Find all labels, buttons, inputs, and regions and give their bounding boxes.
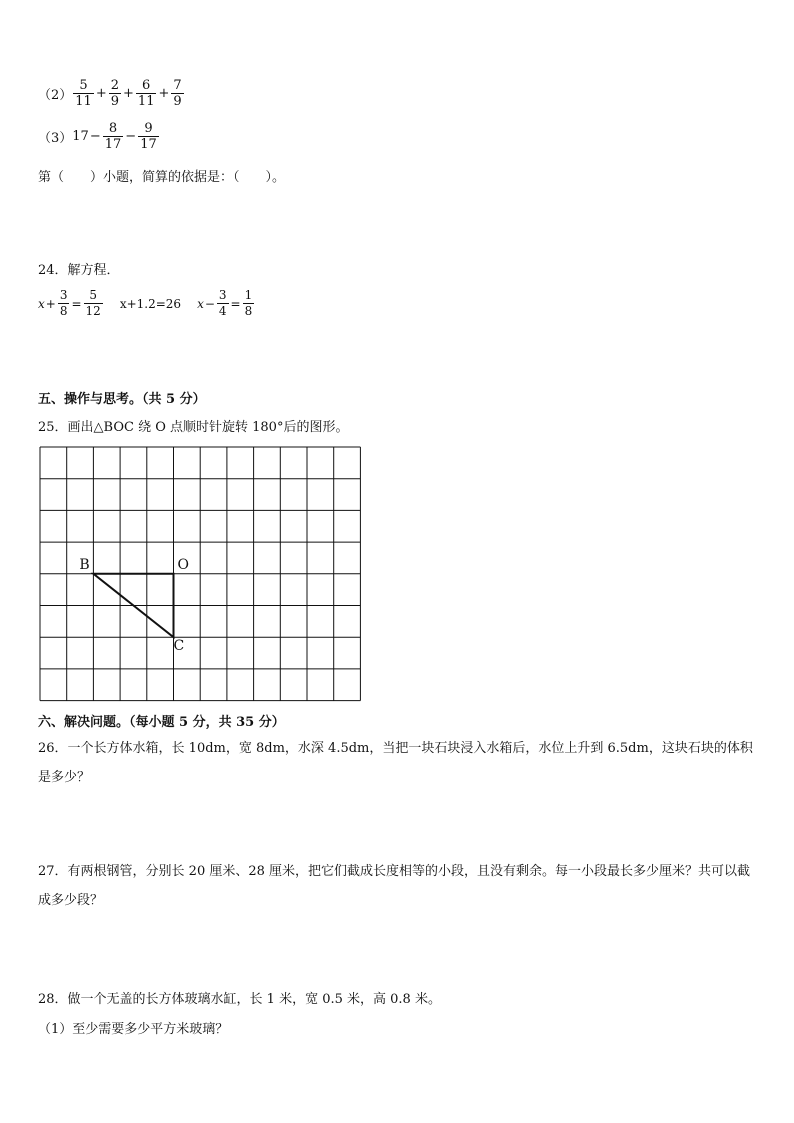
q23-part3-label: （3）	[38, 131, 73, 146]
fraction: $\frac{5}{11}$	[75, 78, 92, 109]
fraction: $\frac{9}{17}$	[140, 121, 157, 152]
q25-text: 25．画出△BOC 绕 O 点顺时针旋转 180°后的图形。	[38, 420, 349, 435]
equation-1: x + $\frac{3}{8}$ = $\frac{5}{12}$	[38, 288, 101, 318]
q27-text: 27．有两根钢管，分别长 20 厘米、28 厘米，把它们截成长度相等的小段，且没有剩余。每一小段最长多少厘米？共可以截成多少段？	[38, 864, 751, 908]
fraction: $\frac{6}{11}$	[137, 78, 155, 109]
q24-title: 24．解方程．	[38, 263, 120, 278]
fraction: $\frac{7}{9}$	[173, 78, 182, 109]
point-label-b: B	[79, 556, 90, 573]
fraction: $\frac{2}{9}$	[110, 78, 120, 109]
point-label-o: O	[177, 556, 189, 573]
q23-part2: （2） $\frac{5}{11}$ + $\frac{2}{9}$ + $\frac{6}{11}$ + $\frac{7}{9}$	[38, 78, 182, 109]
section5-title: 五、操作与思考。（共 5 分）	[38, 392, 206, 407]
equation-2: x+1.2=26	[119, 296, 182, 311]
equation-3: x − $\frac{3}{4}$ = $\frac{1}{8}$	[197, 288, 253, 318]
q28-text: 28．做一个无盖的长方体玻璃水缸，长 1 米，宽 0.5 米，高 0.8 米。	[38, 992, 441, 1007]
point-label-c: C	[173, 638, 185, 655]
section6-title: 六、解决问题。（每小题 5 分，共 35 分）	[38, 715, 285, 730]
q23-part3: （3） 17 − $\frac{8}{17}$ − $\frac{9}{17}$	[38, 121, 157, 152]
q26-text: 26．一个长方体水箱，长 10dm，宽 8dm，水深 4.5dm，当把一块石块浸入水箱后，水位上升到 6.5dm，这块石块的体积是多少？	[38, 741, 753, 785]
q23-fill-line: 第（ ）小题，简算的依据是：（ ）。	[38, 170, 286, 185]
q23-part2-label: （2）	[38, 88, 73, 103]
q28-part1: （1）至少需要多少平方米玻璃？	[38, 1022, 229, 1037]
fraction: $\frac{8}{17}$	[104, 121, 122, 152]
